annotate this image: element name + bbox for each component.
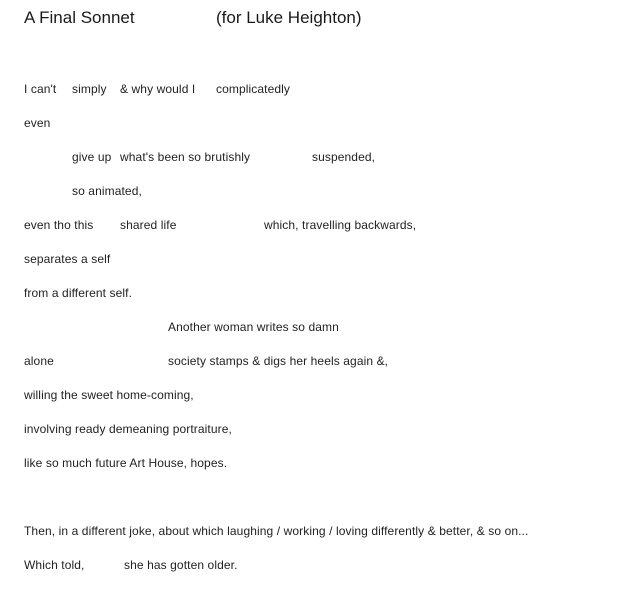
poem-line-5-seg-2: shared life <box>120 218 177 232</box>
poem-line-1-seg-3: & why would I <box>120 82 196 96</box>
poem-line-14-seg-1: Which told, <box>24 558 85 572</box>
poem-line-1-seg-1: I can't <box>24 82 57 96</box>
poem-line-3-seg-2: what's been so brutishly <box>120 150 251 164</box>
poem-line-5-seg-1: even tho this <box>24 218 94 232</box>
poem-line-11: involving ready demeaning portraiture, <box>24 422 232 436</box>
poem-line-6: separates a self <box>24 252 111 266</box>
poem-line-2: even <box>24 116 51 130</box>
poem-line-10: willing the sweet home-coming, <box>24 388 194 402</box>
poem-line-9-seg-1: alone <box>24 354 54 368</box>
poem-line-8: Another woman writes so damn <box>168 320 339 334</box>
poem-dedication: (for Luke Heighton) <box>216 8 362 27</box>
poem-line-3-seg-1: give up <box>72 150 112 164</box>
poem-line-12: like so much future Art House, hopes. <box>24 456 228 470</box>
poem-line-13: Then, in a different joke, about which laughing / working / loving differently & better, & so on... <box>24 524 529 538</box>
poem-line-14-seg-2: she has gotten older. <box>124 558 238 572</box>
poem-line-9-seg-2: society stamps & digs her heels again &, <box>168 354 389 368</box>
poem-line-3-seg-3: suspended, <box>312 150 376 164</box>
poem-line-5-seg-3: which, travelling backwards, <box>264 218 417 232</box>
poem-title: A Final Sonnet <box>24 8 135 27</box>
poem-line-1-seg-2: simply <box>72 82 107 96</box>
poem-line-1-seg-4: complicatedly <box>216 82 290 96</box>
poem-line-7: from a different self. <box>24 286 133 300</box>
poem-line-4: so animated, <box>72 184 142 198</box>
